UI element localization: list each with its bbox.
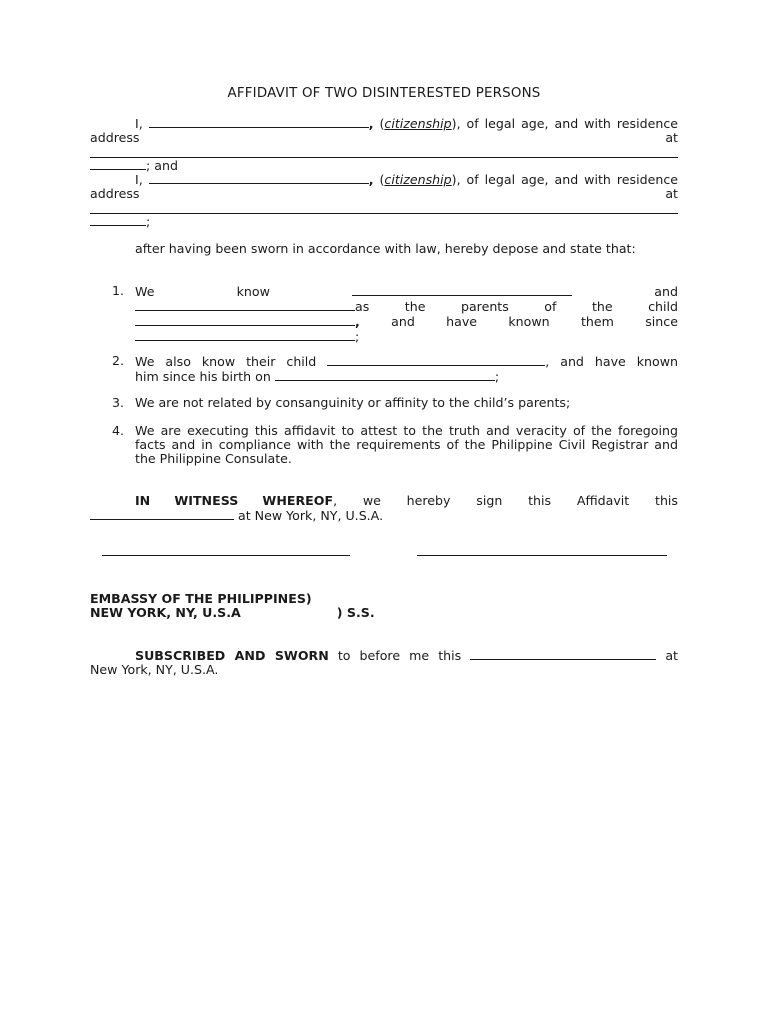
affiant-2-address-blank-cont[interactable] [90, 214, 146, 226]
citizenship-field-label: citizenship [384, 116, 452, 131]
document-title: AFFIDAVIT OF TWO DISINTERESTED PERSONS [227, 86, 541, 101]
affiant-1-address-blank-cont[interactable] [90, 158, 146, 170]
affiant-1-line: I, , (citizenship), of legal age, and with residence address at [90, 116, 678, 145]
affiant-2-block: I, , (citizenship), of legal age, and with residence address at ; [90, 172, 678, 229]
jurat-paragraph: SUBSCRIBED AND SWORN to before me this at New York, NY, U.S.A. [90, 648, 678, 677]
signature-line-1[interactable] [102, 554, 350, 556]
affiant-1-address-blank[interactable] [90, 145, 678, 158]
affiant-1-name-blank[interactable] [149, 116, 369, 128]
child-name-blank[interactable] [135, 314, 355, 326]
signature-line-2[interactable] [417, 554, 667, 556]
known-since-blank[interactable] [135, 329, 355, 341]
affiant-2-line: I, , (citizenship), of legal age, and with residence address at [90, 172, 678, 201]
witness-paragraph: IN WITNESS WHEREOF, we hereby sign this Affidavit this at New York, NY, U.S.A. [90, 494, 678, 523]
affiant-2-name-blank[interactable] [149, 172, 369, 184]
affiant-1-block: I, , (citizenship), of legal age, and with residence address at ; and [90, 116, 678, 173]
intro-paragraph: after having been sworn in accordance with law, hereby depose and state that: [135, 241, 636, 256]
citizenship-field-label: citizenship [384, 172, 452, 187]
venue-block: EMBASSY OF THE PHILIPPINES) NEW YORK, NY, U.S.A ) S.S. [90, 591, 375, 620]
parent-2-blank[interactable] [135, 299, 355, 311]
list-item-2: 2. We also know their child , and have known him since his birth on ; [112, 353, 678, 384]
birth-date-blank[interactable] [275, 369, 495, 381]
list-item-1: 1. We know and as the parents of the child , and have known them since ; [112, 283, 679, 344]
affiant-2-address-blank[interactable] [90, 201, 678, 214]
child-name-blank-2[interactable] [327, 354, 545, 366]
parent-1-blank[interactable] [352, 284, 572, 296]
jurat-date-blank[interactable] [470, 648, 656, 660]
witness-date-blank[interactable] [90, 508, 234, 520]
list-item-3: 3. We are not related by consanguinity or affinity to the child’s parents; [112, 395, 571, 410]
list-item-4: 4. We are executing this affidavit to attest to the truth and veracity of the foregoing facts and in compliance with the requirements of the Philippine Civil Registrar and the Philippine Consulate. [112, 423, 678, 466]
